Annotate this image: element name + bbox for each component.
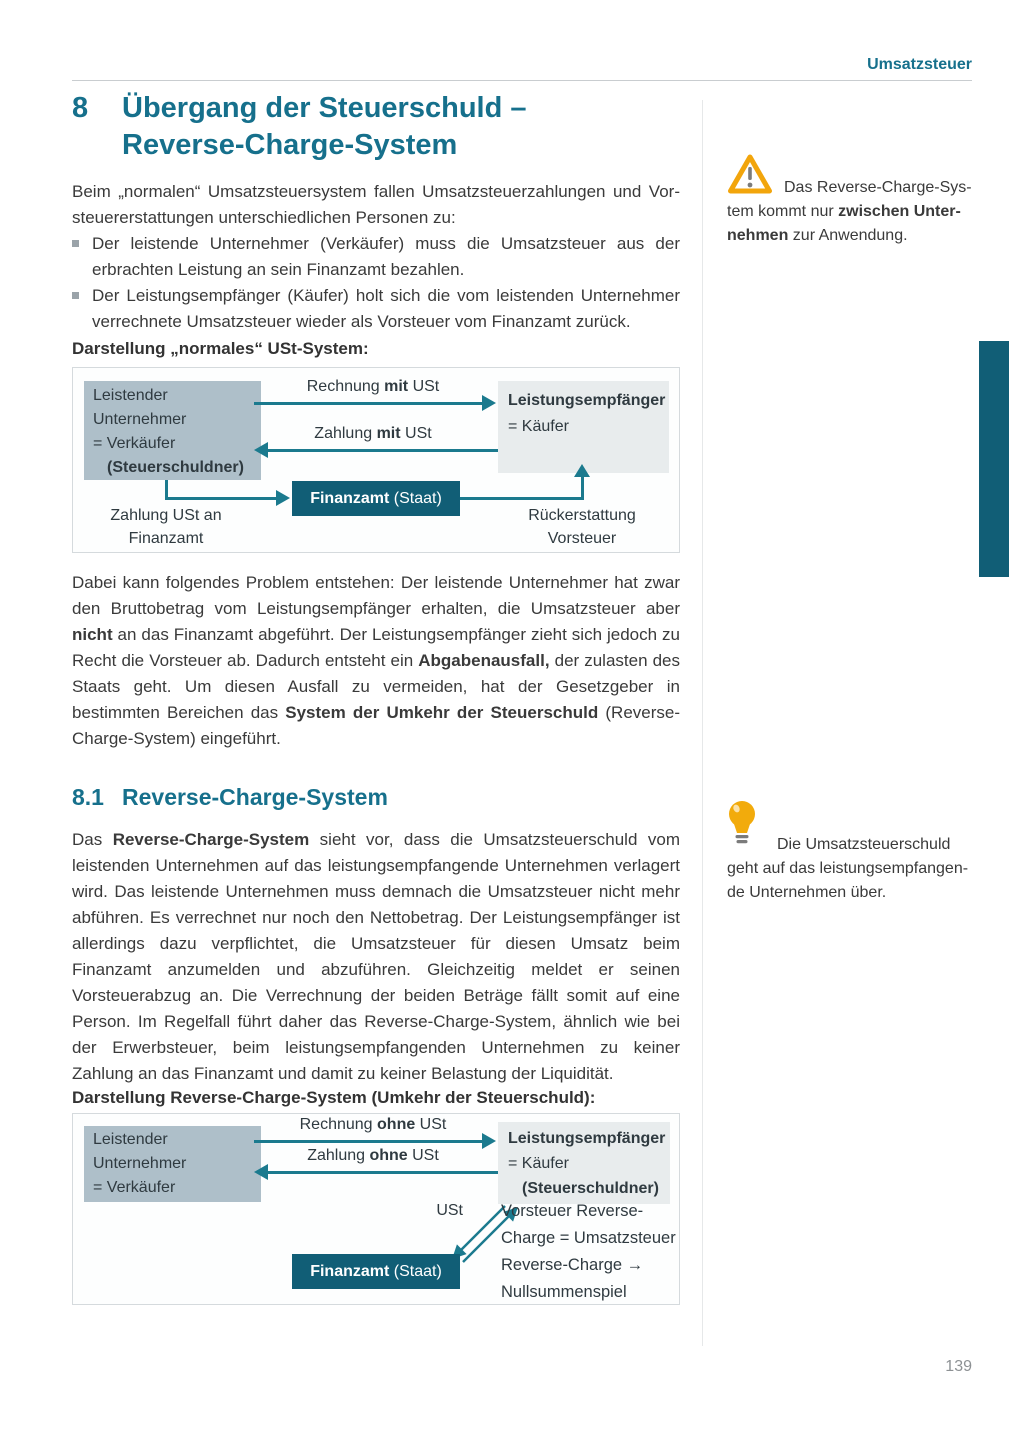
box-line: (Steuerschuldner) — [107, 459, 244, 476]
box-line: = Verkäufer — [93, 435, 176, 452]
sidebar-note-text: Die Umsatzsteuerschuld geht auf das leistungsempfangende Unternehmen über. — [727, 836, 969, 901]
arrowhead-left-icon — [254, 442, 268, 458]
bullet-list — [72, 231, 680, 335]
header-rule — [72, 80, 972, 81]
label-zahlung-ust — [85, 504, 247, 550]
box-line: Unternehmer — [93, 411, 187, 428]
section-title: Reverse-Charge-System — [122, 784, 388, 810]
bullet-square-icon — [72, 240, 79, 247]
arrowhead-right-icon — [276, 490, 290, 506]
reverse-charge-paragraph: Das Reverse-Charge-System sieht vor, dass die Umsatzsteuerschuld vom leistenden Unternehmen auf das leistungsempfangende Unternehmen verlagert wird. Das leistende Unternehmen muss demnach die Umsatzsteuer nicht mehr abführen. Es verrechnet nur noch den Nettobetrag. Der Leistungsempfänger ist allerdings dazu verpflichtet, die Umsatzsteuer für diesen Umsatz beim Finanzamt anzumelden und abzuführen. Gleichzeitig meldet er seinen Vorsteuerabzug an. Die Verrechnung der beiden Beträge fällt somit auf eine Person. Im Regelfall führt daher das Reverse-Charge-System, ähnlich wie bei der Erwerbsteuer, beim leistungsempfangenden Unternehmen zu keiner Zahlung an das Finanzamt und damit zu keiner Belastung der Liquidität. — [72, 830, 680, 1083]
box-line: Leistungsempfänger — [508, 1130, 666, 1147]
arrow-line-left — [268, 449, 498, 452]
box-line: = Käufer — [508, 418, 569, 435]
box-line: Leistungsempfänger — [508, 392, 666, 409]
diagram2-caption: Darstellung Reverse-Charge-System (Umkehr der Steuerschuld): — [72, 1088, 596, 1107]
chapter-title-line1: Übergang der Steuerschuld – — [122, 92, 527, 124]
label-line: Zahlung USt an — [110, 507, 222, 524]
ust-label: USt — [436, 1202, 463, 1219]
note-line: Nullsummenspiel — [501, 1283, 627, 1301]
arrow-label-zahlung: Zahlung mit USt — [314, 425, 432, 442]
box-line: = Käufer — [508, 1155, 569, 1172]
section-heading — [72, 783, 702, 811]
label-line: Rückerstattung — [528, 507, 636, 524]
label-rueckerstattung — [501, 504, 663, 550]
chapter-number: 8 — [72, 92, 89, 124]
intro-paragraph: Beim „normalen“ Umsatzsteuersystem fallen Umsatzsteuerzahlungen und Vorsteuererstattungen unterschiedlichen Personen zu: — [72, 182, 680, 227]
connector-to-finanzamt — [165, 497, 278, 500]
running-header: Umsatzsteuer — [867, 56, 972, 73]
box-line: Leistender — [93, 1131, 168, 1148]
note-line: Vorsteuer Reverse- — [501, 1202, 644, 1220]
list-item — [72, 231, 680, 283]
diagram1-left-box — [84, 381, 261, 480]
section-number: 8.1 — [72, 784, 104, 810]
sidebar-note-text: Das Reverse-Charge-System kommt nur zwischen Unternehmen zur Anwendung. — [727, 179, 972, 244]
arrow-line-right — [254, 402, 484, 405]
list-item — [72, 283, 680, 335]
label-line: Vorsteuer — [547, 530, 617, 547]
chapter-title-line2: Reverse-Charge-System — [122, 129, 458, 161]
arrowhead-up-icon — [574, 464, 590, 477]
arrowhead-right-icon — [482, 395, 496, 411]
problem-paragraph: Dabei kann folgendes Problem entstehen: Der leistende Unternehmer hat zwar den Bruttobetrag vom Leistungsempfänger erhalten, die Umsatzsteuer aber nicht an das Finanzamt abgeführt. Der Leistungsempfänger zieht sich jedoch zu Recht die Vorsteuer ab. Dadurch entsteht ein Abgabenausfall, der zulasten des Staats geht. Um diesen Ausfall zu vermeiden, hat der Gesetzgeber in bestimmten Bereichen das System der Umkehr der Steuerschuld (Reverse-Charge-System) eingeführt. — [72, 573, 681, 748]
arrow-label-rechnung: Rechnung ohne USt — [299, 1116, 447, 1133]
box-line: (Steuerschuldner) — [522, 1180, 659, 1197]
sidebar-note-warning — [727, 176, 973, 248]
note-line: Charge = Umsatzsteuer — [501, 1229, 676, 1247]
box-line: = Verkäufer — [93, 1179, 176, 1196]
diagram-reverse-charge-system — [72, 1113, 680, 1305]
finanzamt-box: Finanzamt (Staat) — [292, 481, 460, 516]
connector-from-finanzamt — [460, 497, 583, 500]
sidebar-note-tip — [727, 833, 973, 905]
bullet-square-icon — [72, 292, 79, 299]
diagram1-right-box — [498, 381, 669, 473]
finanzamt-box: Finanzamt (Staat) — [292, 1254, 460, 1289]
chapter-heading — [72, 90, 702, 164]
arrow-label-zahlung: Zahlung ohne USt — [307, 1147, 439, 1164]
label-line: Finanzamt — [128, 530, 204, 547]
column-divider — [702, 100, 703, 1346]
list-item-text: Der Leistungsempfänger (Käufer) holt sich die vom leistenden Unternehmer verrechnete Umsatzsteuer wieder als Vorsteuer vom Finanzamt zurück. — [92, 286, 680, 331]
box-line: Unternehmer — [93, 1155, 187, 1172]
nullsummenspiel-note — [501, 1198, 679, 1306]
note-line: Reverse-Charge → — [501, 1256, 644, 1274]
diagram1-caption: Darstellung „normales“ USt-System: — [72, 339, 369, 358]
chapter-thumb-tab — [979, 341, 1009, 577]
page-number: 139 — [945, 1358, 972, 1375]
connector-up — [581, 476, 584, 500]
box-line: Leistender — [93, 387, 168, 404]
diagram-normal-ust-system — [72, 367, 680, 553]
list-item-text: Der leistende Unternehmer (Verkäufer) muss die Umsatzsteuer aus der erbrachten Leistung an sein Finanzamt bezahlen. — [92, 234, 680, 279]
arrow-label-rechnung: Rechnung mit USt — [306, 378, 440, 395]
